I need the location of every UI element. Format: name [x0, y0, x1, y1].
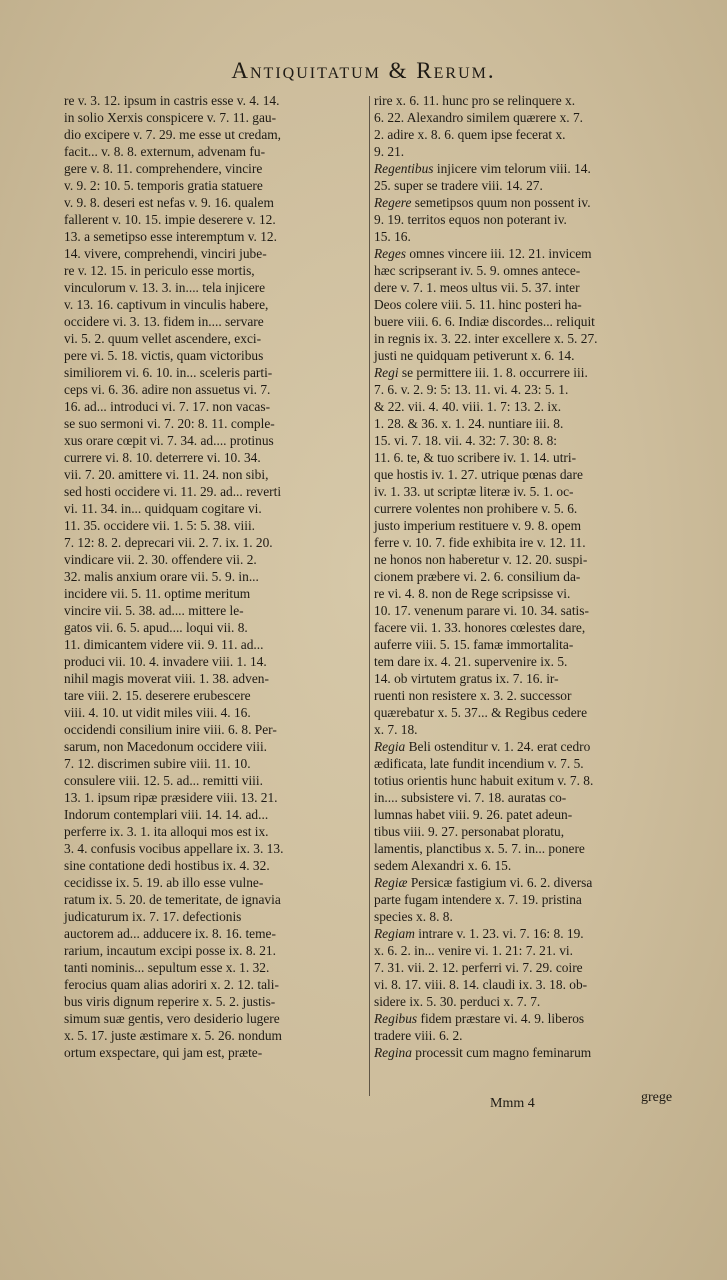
index-entry-text: 9. 21.: [374, 144, 405, 159]
index-entry-text: injicere vim telorum viii. 14.: [433, 161, 591, 176]
index-line: [374, 160, 682, 177]
column-divider: [369, 96, 370, 1096]
index-line: v. 9. 8. deseri est nefas v. 9. 16. qualem: [64, 195, 274, 210]
index-line: 13. a semetipso esse interemptum v. 12.: [64, 229, 277, 244]
index-entry-text: lumnas habet viii. 9. 26. patet adeun-: [374, 807, 573, 822]
index-line: judicaturum ix. 7. 17. defectionis: [64, 909, 242, 924]
index-entry-text: tem dare ix. 4. 21. supervenire ix. 5.: [374, 654, 568, 669]
index-line: [374, 92, 682, 109]
index-entry-text: fidem præstare vi. 4. 9. liberos: [417, 1011, 585, 1026]
index-keyword: Regina: [374, 1045, 412, 1060]
index-line: gatos vii. 6. 5. apud.... loqui vii. 8.: [64, 620, 248, 635]
index-line: [374, 347, 682, 364]
index-line: [374, 653, 682, 670]
index-entry-text: se permittere iii. 1. 8. occurrere iii.: [398, 365, 588, 380]
index-line: [374, 1044, 682, 1061]
index-entry-text: facere vii. 1. 33. honores cœlestes dare,: [374, 620, 586, 635]
index-entry-text: Deos colere viii. 5. 11. hinc posteri ha-: [374, 297, 582, 312]
index-line: 7. 12: 8. 2. deprecari vii. 2. 7. ix. 1. 20.: [64, 535, 273, 550]
index-line: [374, 857, 682, 874]
index-entry-text: ferre v. 10. 7. fide exhibita ire v. 12. 11.: [374, 535, 586, 550]
index-entry-text: intrare v. 1. 23. vi. 7. 16: 8. 19.: [414, 926, 584, 941]
index-line: vi. 11. 34. in... quidquam cogitare vi.: [64, 501, 262, 516]
index-entry-text: 6. 22. Alexandro similem quærere x. 7.: [374, 110, 584, 125]
index-line: [374, 840, 682, 857]
index-entry-text: 1. 28. & 36. x. 1. 24. nuntiare iii. 8.: [374, 416, 564, 431]
index-keyword: Regibus: [374, 1011, 418, 1026]
index-entry-text: omnes vincere iii. 12. 21. invicem: [405, 246, 592, 261]
index-entry-text: ruenti non resistere x. 3. 2. successor: [374, 688, 572, 703]
index-line: sed hosti occidere vi. 11. 29. ad... reverti: [64, 484, 282, 499]
index-line: ortum exspectare, qui jam est, præte-: [64, 1045, 263, 1060]
index-entry-text: rire x. 6. 11. hunc pro se relinquere x.: [374, 93, 576, 108]
index-line: produci vii. 10. 4. invadere viii. 1. 14.: [64, 654, 267, 669]
index-entry-text: tibus viii. 9. 27. personabat ploratu,: [374, 824, 565, 839]
index-entry-text: 7. 6. v. 2. 9: 5: 13. 11. vi. 4. 23: 5. 1.: [374, 382, 569, 397]
index-entry-text: que hostis iv. 1. 27. utrique pœnas dare: [374, 467, 583, 482]
index-entry-text: dere v. 7. 1. meos ultus vii. 5. 37. inter: [374, 280, 580, 295]
index-line: rarium, incautum excipi posse ix. 8. 21.: [64, 943, 276, 958]
index-line: v. 9. 2: 10. 5. temporis gratia statuere: [64, 178, 263, 193]
index-line: in solio Xerxis conspicere v. 7. 11. gau-: [64, 110, 277, 125]
index-line: [374, 381, 682, 398]
index-line: [374, 568, 682, 585]
index-entry-text: buere viii. 6. 6. Indiæ discordes... reliquit: [374, 314, 595, 329]
index-line: [374, 823, 682, 840]
index-line: [374, 738, 682, 755]
index-keyword: Regere: [374, 195, 412, 210]
index-line: vindicare vii. 2. 30. offendere vii. 2.: [64, 552, 257, 567]
index-line: [374, 721, 682, 738]
index-line: [374, 670, 682, 687]
index-entry-text: parte fugam intendere x. 7. 19. pristina: [374, 892, 582, 907]
index-entry-text: sedem Alexandri x. 6. 15.: [374, 858, 512, 873]
index-line: 11. 35. occidere vii. 1. 5: 5. 38. viii.: [64, 518, 256, 533]
index-entry-text: processit cum magno feminarum: [411, 1045, 592, 1060]
index-line: re v. 3. 12. ipsum in castris esse v. 4. 14.: [64, 93, 280, 108]
index-line: 32. malis anxium orare vii. 5. 9. in...: [64, 569, 259, 584]
index-line: [374, 517, 682, 534]
index-line: tanti nominis... sepultum esse x. 1. 32.: [64, 960, 270, 975]
index-line: 13. 1. ipsum ripæ præsidere viii. 13. 21.: [64, 790, 278, 805]
index-line: [374, 500, 682, 517]
index-line: [374, 772, 682, 789]
index-entry-text: re vi. 4. 8. non de Rege scripsisse vi.: [374, 586, 571, 601]
index-line: [374, 296, 682, 313]
index-line: fallerent v. 10. 15. impie deserere v. 12.: [64, 212, 276, 227]
index-line: [374, 534, 682, 551]
index-line: [374, 245, 682, 262]
index-line: xus orare cœpit vi. 7. 34. ad.... protinus: [64, 433, 274, 448]
index-keyword: Regiæ: [374, 875, 408, 890]
index-line: [374, 619, 682, 636]
index-line: currere vi. 8. 10. deterrere vi. 10. 34.: [64, 450, 261, 465]
index-line: 7. 12. discrimen subire viii. 11. 10.: [64, 756, 251, 771]
index-line: sine contatione dedi hostibus ix. 4. 32.: [64, 858, 270, 873]
index-line: [374, 806, 682, 823]
index-line: pere vi. 5. 18. victis, quam victoribus: [64, 348, 264, 363]
index-entry-text: tradere viii. 6. 2.: [374, 1028, 463, 1043]
index-line: x. 5. 17. juste æstimare x. 5. 26. nondum: [64, 1028, 282, 1043]
index-line: [374, 228, 682, 245]
index-line: cecidisse ix. 5. 19. ab illo esse vulne-: [64, 875, 264, 890]
index-line: [374, 976, 682, 993]
index-line: [374, 704, 682, 721]
index-line: [374, 755, 682, 772]
index-entry-text: totius orientis hunc habuit exitum v. 7. 8.: [374, 773, 594, 788]
index-line: [374, 398, 682, 415]
index-line: re v. 12. 15. in periculo esse mortis,: [64, 263, 255, 278]
index-line: [374, 143, 682, 160]
index-line: dio excipere v. 7. 29. me esse ut credam,: [64, 127, 282, 142]
index-line: [374, 364, 682, 381]
index-line: vincire vii. 5. 38. ad.... mittere le-: [64, 603, 244, 618]
left-column: [64, 92, 364, 1061]
index-line: viii. 4. 10. ut vidit miles viii. 4. 16.: [64, 705, 251, 720]
index-line: [374, 925, 682, 942]
index-entry-text: sidere ix. 5. 30. perduci x. 7. 7.: [374, 994, 541, 1009]
index-entry-text: species x. 8. 8.: [374, 909, 453, 924]
index-line: [374, 313, 682, 330]
index-line: [374, 330, 682, 347]
index-entry-text: Persicæ fastigium vi. 6. 2. diversa: [407, 875, 593, 890]
running-header: Antiquitatum & Rerum.: [231, 58, 496, 83]
index-line: consulere viii. 12. 5. ad... remitti viii.: [64, 773, 263, 788]
index-entry-text: x. 7. 18.: [374, 722, 418, 737]
index-entry-text: justo imperium restituere v. 9. 8. opem: [374, 518, 582, 533]
index-entry-text: currere volentes non prohibere v. 5. 6.: [374, 501, 578, 516]
index-entry-text: hæc scripserant iv. 5. 9. omnes antece-: [374, 263, 581, 278]
index-line: 11. dimicantem videre vii. 9. 11. ad...: [64, 637, 264, 652]
index-line: [374, 194, 682, 211]
index-line: [374, 466, 682, 483]
index-line: [374, 432, 682, 449]
index-line: [374, 636, 682, 653]
index-line: [374, 789, 682, 806]
index-line: [374, 942, 682, 959]
index-line: v. 13. 16. captivum in vinculis habere,: [64, 297, 269, 312]
index-line: bus viris dignum reperire x. 5. 2. justis-: [64, 994, 276, 1009]
index-line: vi. 5. 2. quum vellet ascendere, exci-: [64, 331, 262, 346]
index-line: vii. 7. 20. amittere vi. 11. 24. non sibi,: [64, 467, 269, 482]
index-line: incidere vii. 5. 11. optime meritum: [64, 586, 251, 601]
index-entry-text: Beli ostenditur v. 1. 24. erat cedro: [405, 739, 591, 754]
index-entry-text: semetipsos quum non possent iv.: [411, 195, 591, 210]
index-line: [374, 993, 682, 1010]
index-line: occidendi consilium inire viii. 6. 8. Per-: [64, 722, 277, 737]
index-line: gere v. 8. 11. comprehendere, vincire: [64, 161, 263, 176]
index-line: [374, 449, 682, 466]
index-line: [374, 585, 682, 602]
index-line: occidere vi. 3. 13. fidem in.... servare: [64, 314, 264, 329]
index-entry-text: 9. 19. territos equos non poterant iv.: [374, 212, 567, 227]
index-entry-text: cionem præbere vi. 2. 6. consilium da-: [374, 569, 581, 584]
index-entry-text: 14. ob virtutem gratus ix. 7. 16. ir-: [374, 671, 559, 686]
index-line: perferre ix. 3. 1. ita alloqui mos est ix.: [64, 824, 269, 839]
index-entry-text: in regnis ix. 3. 22. inter excellere x. 5. 27.: [374, 331, 598, 346]
index-entry-text: 15. 16.: [374, 229, 411, 244]
index-line: Indorum contemplari viii. 14. 14. ad...: [64, 807, 269, 822]
index-entry-text: quærebatur x. 5. 37... & Regibus cedere: [374, 705, 588, 720]
index-line: [374, 109, 682, 126]
index-line: [374, 483, 682, 500]
index-keyword: Regia: [374, 739, 406, 754]
index-entry-text: 15. vi. 7. 18. vii. 4. 32: 7. 30: 8. 8:: [374, 433, 558, 448]
index-keyword: Regi: [374, 365, 399, 380]
index-line: [374, 177, 682, 194]
index-line: [374, 602, 682, 619]
index-keyword: Regentibus: [374, 161, 434, 176]
index-entry-text: 10. 17. venenum parare vi. 10. 34. satis-: [374, 603, 589, 618]
index-keyword: Reges: [374, 246, 406, 261]
index-line: [374, 211, 682, 228]
index-entry-text: & 22. vii. 4. 40. viii. 1. 7: 13. 2. ix.: [374, 399, 562, 414]
index-keyword: Regiam: [374, 926, 415, 941]
index-line: 3. 4. confusis vocibus appellare ix. 3. 13.: [64, 841, 284, 856]
index-entry-text: in.... subsistere vi. 7. 18. auratas co-: [374, 790, 567, 805]
index-line: nihil magis moverat viii. 1. 38. adven-: [64, 671, 269, 686]
index-line: [374, 874, 682, 891]
index-line: [374, 415, 682, 432]
index-line: tare viii. 2. 15. deserere erubescere: [64, 688, 251, 703]
index-entry-text: ædificata, late fundit incendium v. 7. 5.: [374, 756, 584, 771]
index-line: ratum ix. 5. 20. de temeritate, de ignavia: [64, 892, 281, 907]
index-line: 16. ad... introduci vi. 7. 17. non vacas-: [64, 399, 271, 414]
index-line: vinculorum v. 13. 3. in.... tela injicere: [64, 280, 266, 295]
index-line: [374, 1027, 682, 1044]
index-line: ceps vi. 6. 36. adire non assuetus vi. 7.: [64, 382, 271, 397]
index-entry-text: 7. 31. vii. 2. 12. perferri vi. 7. 29. coire: [374, 960, 583, 975]
index-line: auctorem ad... adducere ix. 8. 16. teme-: [64, 926, 276, 941]
index-entry-text: 11. 6. te, & tuo scribere iv. 1. 14. utri-: [374, 450, 577, 465]
index-line: [374, 908, 682, 925]
index-entry-text: justi ne quidquam petiverunt x. 6. 14.: [374, 348, 575, 363]
index-line: [374, 126, 682, 143]
index-entry-text: ne honos non haberetur v. 12. 20. suspi-: [374, 552, 588, 567]
index-entry-text: lamentis, planctibus x. 5. 7. in... ponere: [374, 841, 585, 856]
signature-mark: Mmm 4: [490, 1096, 535, 1111]
index-line: [374, 687, 682, 704]
index-line: [374, 1010, 682, 1027]
index-line: [374, 959, 682, 976]
index-entry-text: x. 6. 2. in... venire vi. 1. 21: 7. 21. vi.: [374, 943, 573, 958]
index-entry-text: iv. 1. 33. ut scriptæ literæ iv. 5. 1. oc-: [374, 484, 574, 499]
index-line: [374, 279, 682, 296]
index-entry-text: 2. adire x. 8. 6. quem ipse fecerat x.: [374, 127, 566, 142]
index-line: sarum, non Macedonum occidere viii.: [64, 739, 268, 754]
index-line: se suo sermoni vi. 7. 20: 8. 11. comple-: [64, 416, 275, 431]
index-line: ferocius quam alias adoriri x. 2. 12. tali-: [64, 977, 279, 992]
catchword: grege: [641, 1090, 673, 1105]
index-line: [374, 262, 682, 279]
index-line: [374, 891, 682, 908]
index-line: simum suæ gentis, vero desiderio lugere: [64, 1011, 280, 1026]
index-line: similiorem vi. 6. 10. in... sceleris parti-: [64, 365, 273, 380]
index-line: [374, 551, 682, 568]
index-entry-text: auferre viii. 5. 15. famæ immortalita-: [374, 637, 574, 652]
index-entry-text: vi. 8. 17. viii. 8. 14. claudi ix. 3. 18. ob-: [374, 977, 588, 992]
index-line: facit... v. 8. 8. externum, advenam fu-: [64, 144, 266, 159]
right-column: [374, 92, 682, 1061]
index-line: 14. vivere, comprehendi, vinciri jube-: [64, 246, 267, 261]
index-entry-text: 25. super se tradere viii. 14. 27.: [374, 178, 543, 193]
